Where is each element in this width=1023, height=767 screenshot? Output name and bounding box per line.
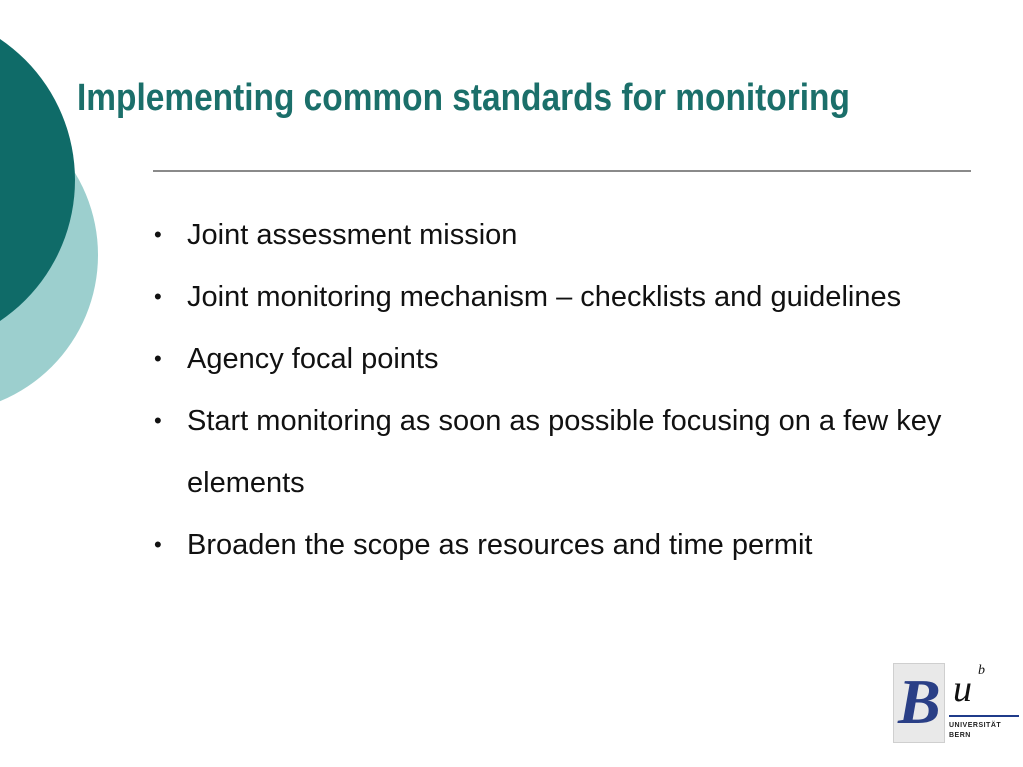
bullet-text: Broaden the scope as resources and time permit <box>187 529 813 561</box>
bullet-item <box>152 390 952 514</box>
bullet-item <box>152 328 952 390</box>
logo-b-letter: B <box>898 666 941 737</box>
bullet-text: Agency focal points <box>187 343 439 375</box>
decorative-circles <box>0 0 140 420</box>
logo-wordmark <box>949 721 1001 741</box>
university-bern-logo <box>893 663 1023 748</box>
bullet-list <box>152 204 952 576</box>
logo-rule <box>949 715 1019 717</box>
bullet-text: Start monitoring as soon as possible focusing on a few key elements <box>187 405 942 499</box>
bullet-item <box>152 266 952 328</box>
bullet-text: Joint monitoring mechanism – checklists and guidelines <box>187 281 902 313</box>
bullet-item <box>152 514 952 576</box>
bullet-dot: • <box>154 284 162 309</box>
title-divider <box>153 170 971 172</box>
bullet-dot: • <box>154 346 162 371</box>
logo-b-panel <box>893 663 945 743</box>
logo-line-1: UNIVERSITÄT <box>949 722 1002 729</box>
bullet-text: Joint assessment mission <box>187 219 518 251</box>
slide-title: Implementing common standards for monitoring <box>77 77 850 119</box>
bullet-dot: • <box>154 222 162 247</box>
bullet-item <box>152 204 952 266</box>
logo-b-superscript: b <box>978 663 985 678</box>
bullet-dot: • <box>154 408 162 433</box>
bullet-dot: • <box>154 532 162 557</box>
logo-u-letter: u <box>953 668 972 710</box>
logo-line-2: BERN <box>949 732 971 739</box>
